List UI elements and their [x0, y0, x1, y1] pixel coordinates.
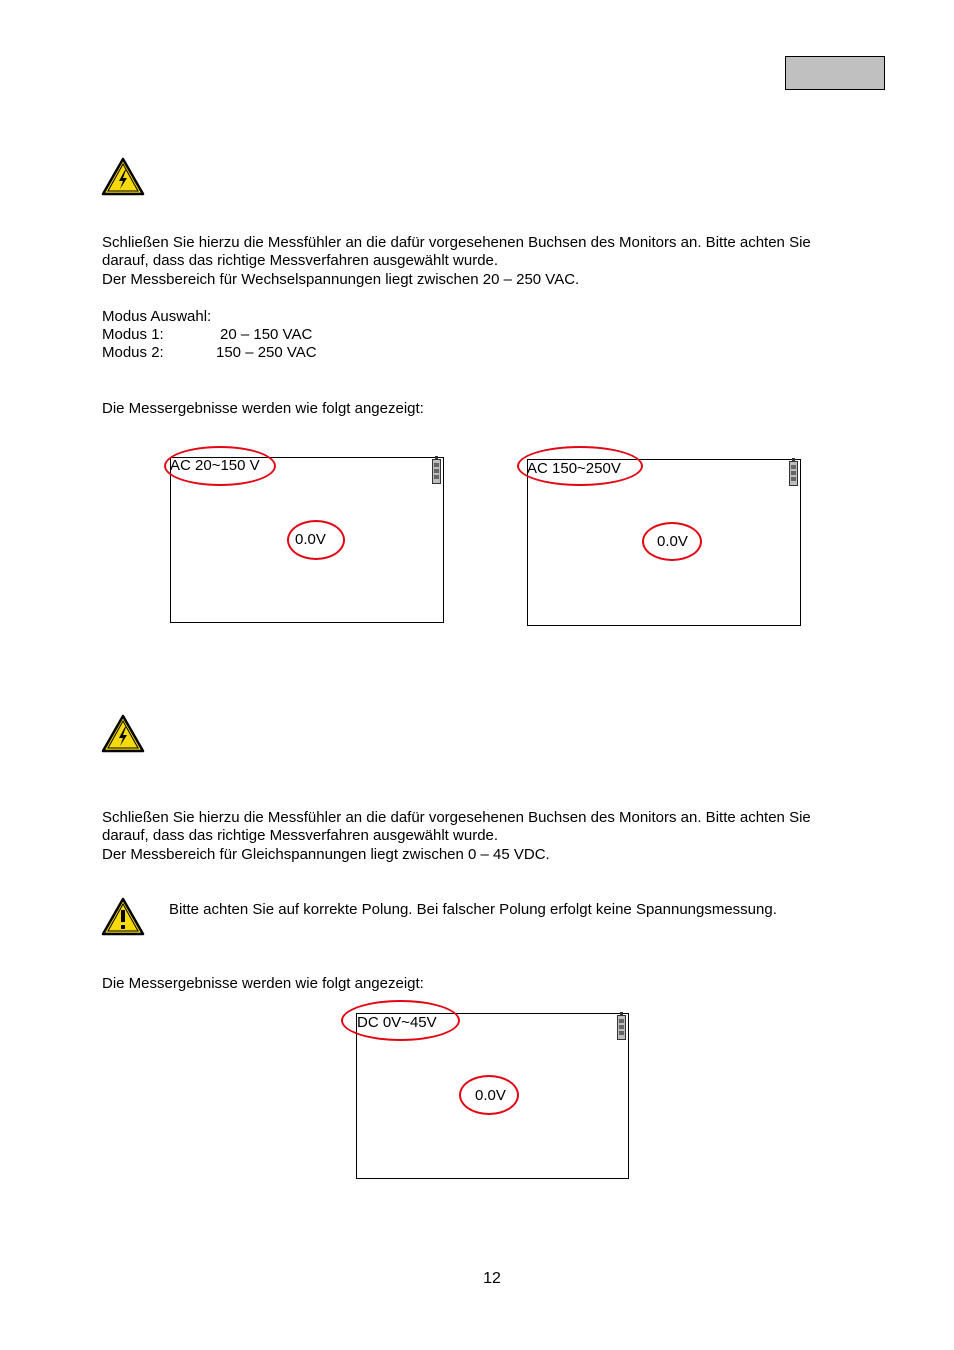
language-tab	[785, 56, 885, 90]
polarity-warning-text: Bitte achten Sie auf korrekte Polung. Bei falscher Polung erfolgt keine Spannungsmessung.	[169, 901, 777, 918]
dc-intro-line-3: Der Messbereich für Gleichspannungen liegt zwischen 0 – 45 VDC.	[102, 846, 550, 863]
ac-intro-line-3: Der Messbereich für Wechselspannungen liegt zwischen 20 – 250 VAC.	[102, 271, 580, 288]
dc-intro-line-1: Schließen Sie hierzu die Messfühler an die dafür vorgesehenen Buchsen des Monitors an. Bitte achten Sie	[102, 809, 811, 826]
ac-intro-line-1: Schließen Sie hierzu die Messfühler an die dafür vorgesehenen Buchsen des Monitors an. Bitte achten Sie	[102, 234, 811, 251]
battery-icon	[432, 459, 441, 484]
mode2-value: 150 – 250 VAC	[216, 344, 317, 361]
screen-mode-label: AC 150~250V	[527, 460, 621, 477]
high-voltage-warning-icon	[101, 714, 145, 754]
mode-heading: Modus Auswahl:	[102, 308, 212, 325]
mode1-label: Modus 1:	[102, 326, 164, 343]
highlight-ring	[642, 522, 702, 561]
screen-mode-label: AC 20~150 V	[170, 457, 260, 474]
highlight-ring	[517, 446, 643, 486]
screen-voltage-value: 0.0V	[657, 533, 688, 550]
battery-icon	[617, 1015, 626, 1040]
page-number: 12	[483, 1270, 501, 1287]
battery-icon	[789, 461, 798, 486]
dc-results-text: Die Messergebnisse werden wie folgt angezeigt:	[102, 975, 424, 992]
screen-mode-label: DC 0V~45V	[357, 1014, 437, 1031]
mode1-value: 20 – 150 VAC	[220, 326, 313, 343]
ac-intro-line-2: darauf, dass das richtige Messverfahren ausgewählt wurde.	[102, 252, 499, 269]
high-voltage-warning-icon	[101, 157, 145, 197]
screen-voltage-value: 0.0V	[475, 1087, 506, 1104]
highlight-ring	[164, 446, 276, 486]
mode2-label: Modus 2:	[102, 344, 164, 361]
caution-warning-icon	[101, 897, 145, 937]
highlight-ring	[287, 520, 345, 560]
highlight-ring	[459, 1075, 519, 1115]
screen-voltage-value: 0.0V	[295, 531, 326, 548]
ac-results-text: Die Messergebnisse werden wie folgt angezeigt:	[102, 400, 424, 417]
highlight-ring	[341, 1000, 460, 1041]
dc-intro-line-2: darauf, dass das richtige Messverfahren ausgewählt wurde.	[102, 827, 499, 844]
